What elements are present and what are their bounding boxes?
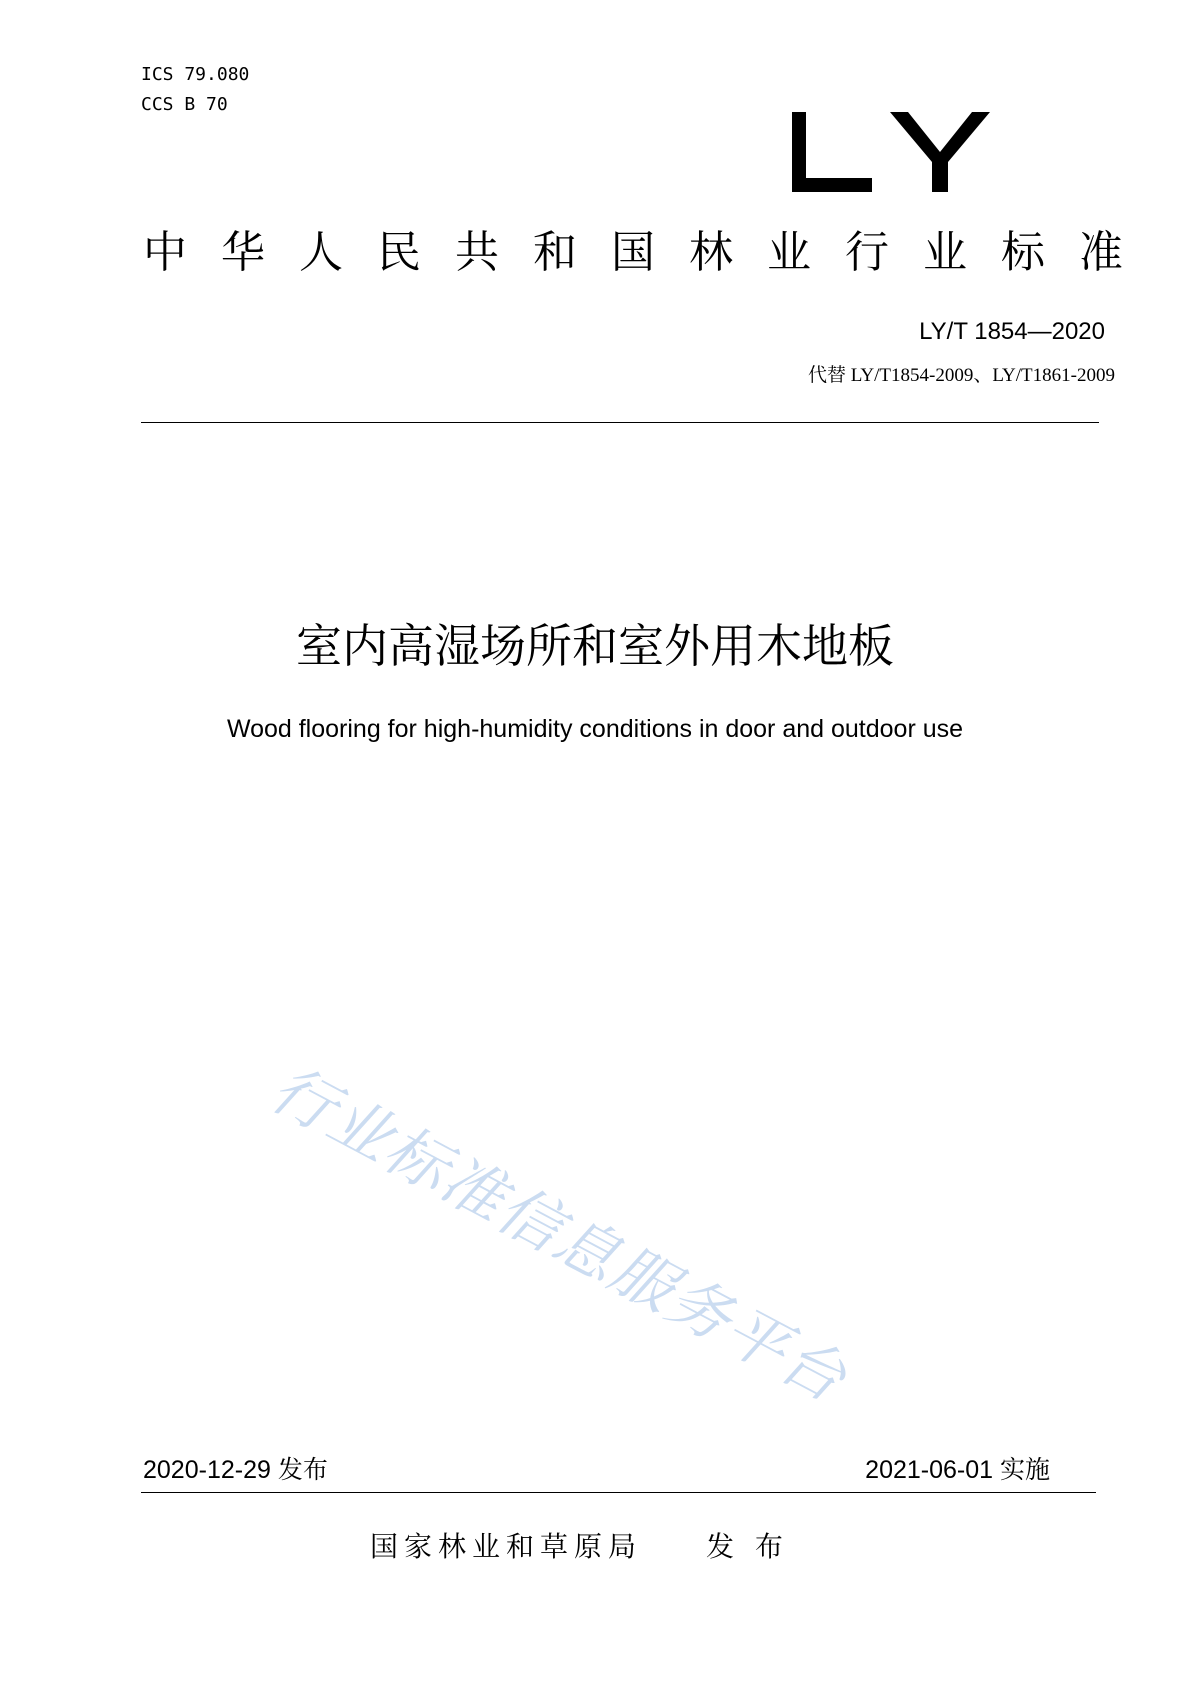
ics-code: ICS 79.080 bbox=[141, 64, 250, 85]
bottom-divider bbox=[141, 1492, 1096, 1493]
national-title-char: 业 bbox=[923, 227, 967, 278]
ly-logo bbox=[790, 90, 1050, 200]
national-title-char: 共 bbox=[455, 227, 499, 278]
national-standard-title bbox=[143, 225, 1123, 281]
national-title-char: 国 bbox=[611, 227, 655, 278]
issuer-action: 发 布 bbox=[706, 1530, 789, 1563]
issue-date: 2020-12-29 发布 bbox=[143, 1456, 328, 1484]
national-title-char: 业 bbox=[767, 227, 811, 278]
top-divider bbox=[141, 422, 1099, 423]
national-title-char: 人 bbox=[299, 227, 343, 278]
document-title-en: Wood flooring for high-humidity conditions in door and outdoor use bbox=[226, 715, 964, 743]
national-title-char: 民 bbox=[377, 227, 421, 278]
issuer bbox=[370, 1525, 789, 1565]
standard-number: LY/T 1854—2020 bbox=[919, 318, 1105, 345]
national-title-char: 标 bbox=[1001, 227, 1045, 278]
national-title-char: 准 bbox=[1079, 227, 1123, 278]
replaces-note: 代替 LY/T1854-2009、LY/T1861-2009 bbox=[807, 365, 1115, 386]
implementation-date: 2021-06-01 实施 bbox=[865, 1456, 1050, 1484]
watermark: 行业标准信息服务平台 bbox=[259, 1051, 859, 1417]
national-title-char: 华 bbox=[221, 227, 265, 278]
classification-codes bbox=[141, 60, 249, 120]
issuer-org: 国家林业和草原局 bbox=[370, 1530, 643, 1563]
ccs-code: CCS B 70 bbox=[141, 94, 228, 115]
national-title-char: 林 bbox=[689, 227, 733, 278]
document-title-cn: 室内高湿场所和室外用木地板 bbox=[296, 619, 894, 673]
national-title-char: 和 bbox=[533, 227, 577, 278]
national-title-char: 中 bbox=[143, 227, 187, 278]
national-title-char: 行 bbox=[845, 227, 889, 278]
